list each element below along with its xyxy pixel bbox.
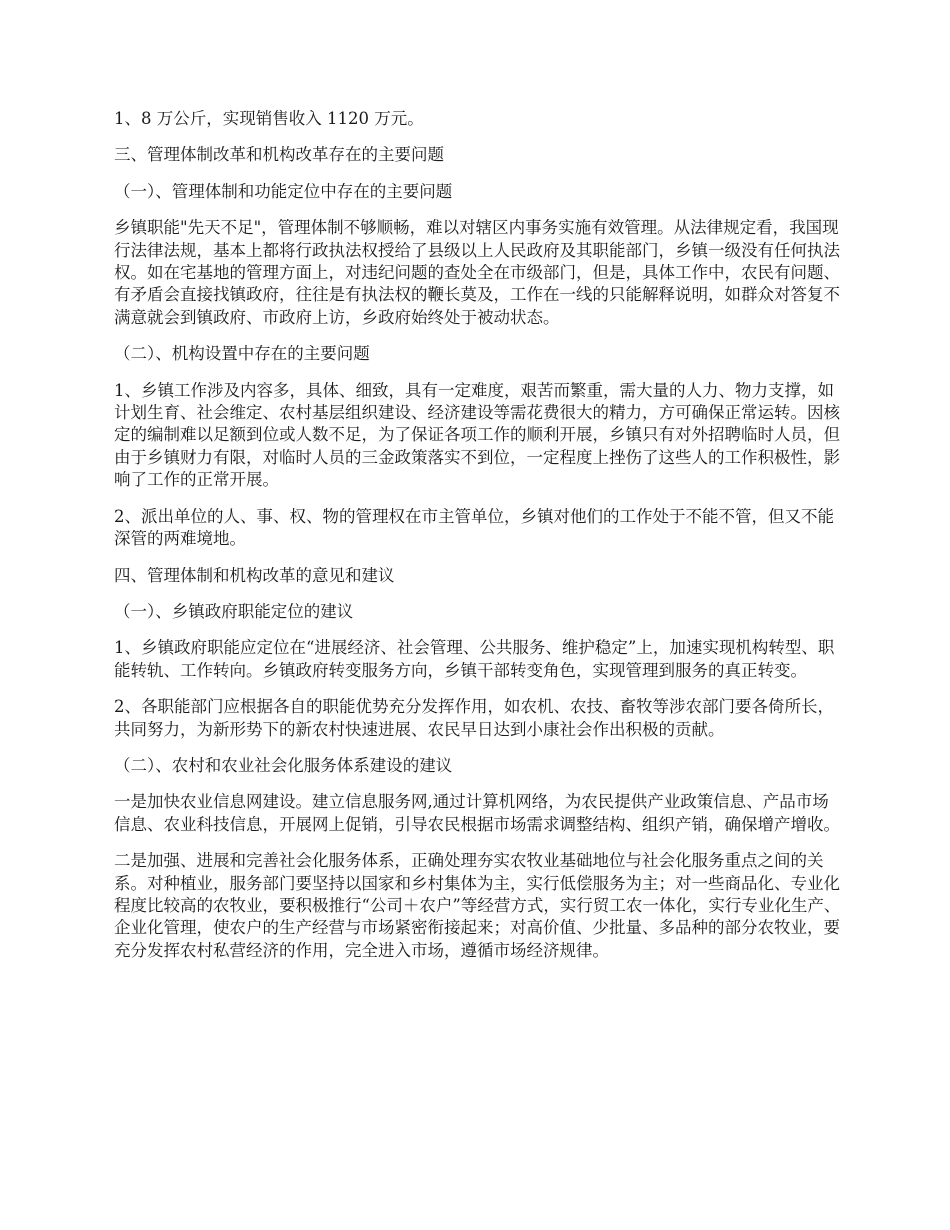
- section-heading-4: 四、管理体制和机构改革的意见和建议: [114, 565, 395, 585]
- paragraph-info-network: 一是加快农业信息网建设。建立信息服务网,通过计算机网络，为农民提供产业政策信息、产品市场信息、农业科技信息，开展网上促销，引导农民根据市场需求调整结构、组织产销，确保增产增收。: [114, 792, 840, 834]
- subsection-heading-3-1: （一）、管理体制和功能定位中存在的主要问题: [114, 181, 453, 201]
- paragraph-sales-result: 1、8 万公斤，实现销售收入 1120 万元。: [114, 109, 424, 128]
- paragraph-function-positioning: 1、乡镇政府职能应定位在“进展经济、社会管理、公共服务、维护稳定”上，加速实现机构转型、职能转轨、工作转向。乡镇政府转变服务方向，乡镇干部转变角色，实现管理到服务的真正转变。: [114, 638, 835, 680]
- paragraph-departments: 2、各职能部门应根据各自的职能优势充分发挥作用，如农机、农技、畜牧等涉农部门要各倚所长，共同努力，为新形势下的新农村快速进展、农民早日达到小康社会作出积极的贡献。: [114, 697, 834, 739]
- document-page: [114, 108, 842, 976]
- paragraph-workload: 1、乡镇工作涉及内容多，具体、细致，具有一定难度，艰苦而繁重，需大量的人力、物力支撑，如计划生育、社会维定、农村基层组织建设、经济建设等需花费很大的精力，方可确保正常运转。因核定的编制难以足额到位或人数不足，为了保证各项工作的顺利开展，乡镇只有对外招聘临时人员，但由于乡镇财力有限，对临时人员的三金政策落实不到位，一定程度上挫伤了这些人的工作积极性，影响了工作的正常开展。: [114, 380, 840, 490]
- subsection-heading-3-2: （二）、机构设置中存在的主要问题: [114, 344, 370, 364]
- paragraph-dispatched-units: 2、派出单位的人、事、权、物的管理权在市主管单位，乡镇对他们的工作处于不能不管，但又不能深管的两难境地。: [114, 506, 834, 549]
- section-heading-3: 三、管理体制改革和机构改革存在的主要问题: [114, 145, 444, 165]
- paragraph-service-system: 二是加强、进展和完善社会化服务体系，正确处理夯实农牧业基础地位与社会化服务重点之间的关系。对种植业，服务部门要坚持以国家和乡村集体为主，实行低偿服务为主；对一些商品化、专业化程度比较高的农牧业，要积极推行“公司＋农户”等经营方式，实行贸工农一体化，实行专业化生产、企业化管理，使农户的生产经营与市场紧密衔接起来；对高价值、少批量、多品种的部分农牧业，要充分发挥农村私营经济的作用，完全进入市场，遵循市场经济规律。: [114, 851, 841, 960]
- subsection-heading-4-1: （一）、乡镇政府职能定位的建议: [114, 601, 354, 621]
- subsection-heading-4-2: （二）、农村和农业社会化服务体系建设的建议: [114, 755, 453, 775]
- paragraph-township-functions: 乡镇职能"先天不足"，管理体制不够顺畅，难以对辖区内事务实施有效管理。从法律规定看，我国现行法律法规，基本上都将行政执法权授给了县级以上人民政府及其职能部门，乡镇一级没有任何执法权。如在宅基地的管理方面上，对违纪问题的查处全在市级部门，但是，具体工作中，农民有问题、有矛盾会直接找镇政府，往往是有执法权的鞭长莫及，工作在一线的只能解释说明，如群众对答复不满意就会到镇政府、市政府上访，乡政府始终处于被动状态。: [114, 218, 840, 327]
